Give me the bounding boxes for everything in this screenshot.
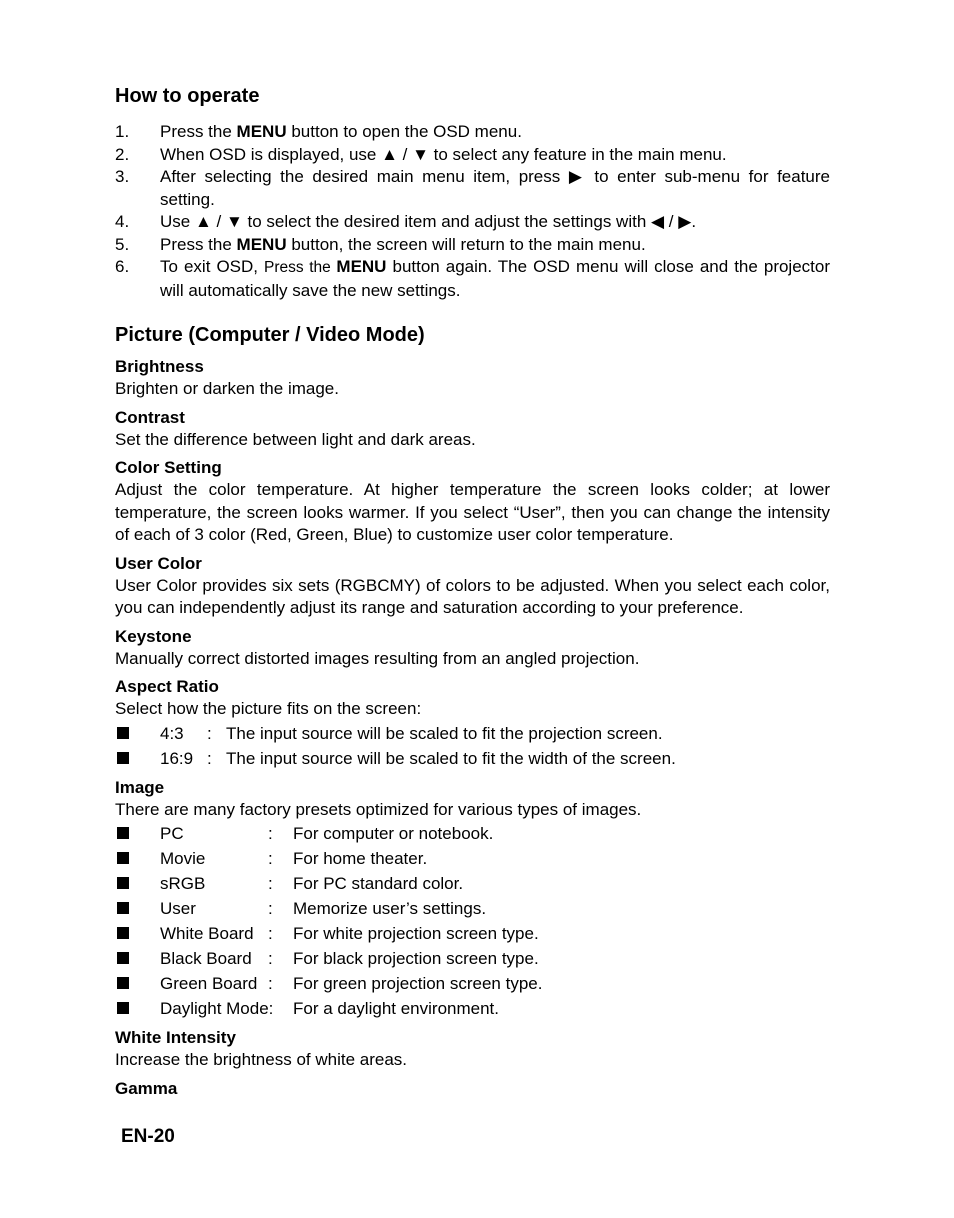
option-value: The input source will be scaled to fit the projection screen. <box>226 723 663 743</box>
setting-description: Manually correct distorted images resulting from an angled projection. <box>115 648 640 668</box>
bullet-option <box>115 896 830 921</box>
step-item <box>115 234 830 257</box>
step-item <box>115 144 830 167</box>
step-text-small: Press the <box>264 259 337 276</box>
bullet-square-icon <box>115 721 160 746</box>
option-separator: : <box>268 874 273 893</box>
bullet-option <box>115 821 830 846</box>
step-text-post: button to open the OSD menu. <box>286 122 522 141</box>
setting-aspect-ratio <box>115 676 830 771</box>
setting-title: Gamma <box>115 1078 178 1098</box>
option-key: PC <box>160 824 184 843</box>
step-text-pre: Press the <box>160 234 237 254</box>
option-key: Daylight Mode: <box>160 999 274 1018</box>
option-value: The input source will be scaled to fit the width of the screen. <box>226 748 676 768</box>
setting-description: Brighten or darken the image. <box>115 379 339 398</box>
bullet-square-icon <box>115 971 160 996</box>
bullet-square-icon <box>115 921 160 946</box>
setting-gamma <box>115 1078 830 1100</box>
setting-contrast <box>115 407 830 452</box>
bullet-square-icon <box>115 996 160 1021</box>
bullet-square-icon <box>115 746 160 771</box>
step-item <box>115 166 830 211</box>
step-text: After selecting the desired main menu item, press ▶ to enter sub-menu for feature setting. <box>160 167 830 209</box>
setting-description: Set the difference between light and dark areas. <box>115 429 476 449</box>
option-key: User <box>160 899 196 918</box>
option-separator: : <box>268 824 273 843</box>
how-to-heading: How to operate <box>115 85 260 107</box>
menu-keyword: MENU <box>236 234 287 254</box>
option-separator: : <box>268 849 273 868</box>
setting-description: Select how the picture fits on the screen: <box>115 699 422 718</box>
page-number: EN-20 <box>121 1126 175 1147</box>
step-number: 6. <box>115 257 130 276</box>
menu-keyword: MENU <box>236 122 287 141</box>
option-separator: : <box>207 723 212 743</box>
option-value: For black projection screen type. <box>293 949 539 968</box>
setting-title: Keystone <box>115 626 192 646</box>
setting-title: User Color <box>115 553 202 573</box>
step-number: 5. <box>115 234 130 254</box>
option-separator: : <box>207 748 212 768</box>
option-value: For green projection screen type. <box>293 974 543 993</box>
setting-description: Adjust the color temperature. At higher temperature the screen looks colder; at lower temperature, the screen looks warmer. If you select “User”, then you can change the intensity of each of 3 color (Red, Green, Blue) to customize user color temperature. <box>115 480 830 544</box>
setting-title: Brightness <box>115 357 204 376</box>
setting-white-intensity <box>115 1027 830 1072</box>
option-value: For home theater. <box>293 849 428 868</box>
step-number: 3. <box>115 167 130 186</box>
option-key: 16:9 <box>160 748 194 768</box>
setting-keystone <box>115 626 830 671</box>
step-text-post: button, the screen will return to the main menu. <box>286 234 646 254</box>
option-key: 4:3 <box>160 723 184 743</box>
manual-page <box>115 83 830 1100</box>
option-key: Movie <box>160 849 206 868</box>
option-value: For white projection screen type. <box>293 924 539 943</box>
steps-list <box>115 121 830 302</box>
option-value: For PC standard color. <box>293 874 464 893</box>
bullet-option <box>115 971 830 996</box>
setting-description: Increase the brightness of white areas. <box>115 1050 407 1069</box>
option-separator: : <box>268 949 273 968</box>
step-text: Use ▲ / ▼ to select the desired item and adjust the settings with ◀ / ▶. <box>160 212 697 231</box>
setting-image <box>115 777 830 1022</box>
setting-color-setting <box>115 457 830 547</box>
bullet-option <box>115 996 830 1021</box>
step-text-pre: To exit OSD, <box>160 257 265 276</box>
step-number: 4. <box>115 212 130 231</box>
bullet-square-icon <box>115 821 160 846</box>
bullet-option <box>115 721 830 746</box>
option-separator: : <box>268 899 273 918</box>
option-key: sRGB <box>160 874 206 893</box>
picture-heading: Picture (Computer / Video Mode) <box>115 324 425 346</box>
step-item <box>115 256 830 302</box>
step-item <box>115 121 830 144</box>
step-number: 2. <box>115 144 130 164</box>
option-value: Memorize user’s settings. <box>293 899 487 918</box>
setting-user-color <box>115 553 830 620</box>
setting-title: Contrast <box>115 407 185 427</box>
step-text <box>160 121 830 144</box>
setting-brightness <box>115 356 830 401</box>
bullet-square-icon <box>115 896 160 921</box>
option-key: Green Board <box>160 974 258 993</box>
bullet-option <box>115 946 830 971</box>
option-key: Black Board <box>160 949 252 968</box>
option-separator: : <box>268 924 273 943</box>
menu-keyword: MENU <box>336 257 387 276</box>
bullet-option <box>115 746 830 771</box>
bullet-option <box>115 871 830 896</box>
step-text-post: button again. The OSD menu will close and the projector will automatically save the new settings. <box>160 257 831 300</box>
option-value: For computer or notebook. <box>293 824 494 843</box>
step-text <box>160 234 830 257</box>
bullet-option <box>115 846 830 871</box>
setting-description: User Color provides six sets (RGBCMY) of colors to be adjusted. When you select each color, you can independently adjust its range and saturation according to your preference. <box>115 575 830 617</box>
step-item <box>115 211 830 234</box>
step-text <box>160 256 830 302</box>
option-value: For a daylight environment. <box>293 999 499 1018</box>
setting-title: White Intensity <box>115 1028 236 1047</box>
bullet-square-icon <box>115 871 160 896</box>
setting-title: Image <box>115 777 165 797</box>
setting-description: There are many factory presets optimized for various types of images. <box>115 799 642 819</box>
step-text-pre: Press the <box>160 122 237 141</box>
step-text: When OSD is displayed, use ▲ / ▼ to select any feature in the main menu. <box>160 144 727 164</box>
setting-title: Color Setting <box>115 458 222 477</box>
option-separator: : <box>268 974 273 993</box>
option-key: White Board <box>160 924 254 943</box>
bullet-square-icon <box>115 946 160 971</box>
setting-title: Aspect Ratio <box>115 677 219 696</box>
bullet-option <box>115 921 830 946</box>
step-number: 1. <box>115 122 130 141</box>
bullet-square-icon <box>115 846 160 871</box>
